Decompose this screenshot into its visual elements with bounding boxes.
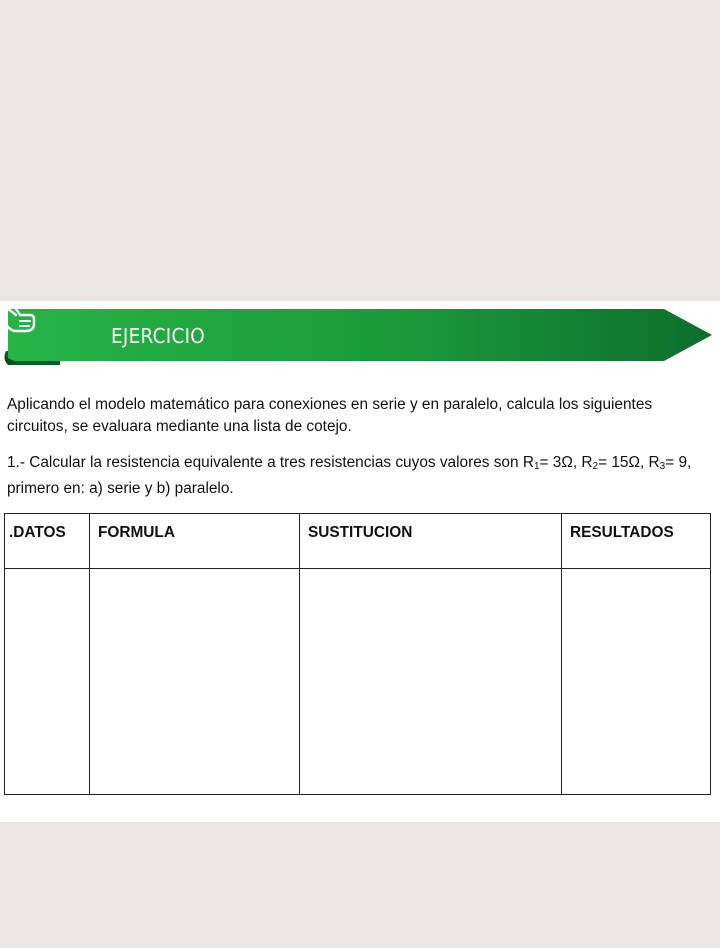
cell-sustitucion[interactable] [300,569,562,795]
header-formula: FORMULA [90,514,300,569]
r2-label: R [581,454,593,471]
cell-datos[interactable] [5,569,90,795]
r1-subscript: 1 [533,461,540,472]
banner-ribbon [0,301,720,381]
table-header-row [5,514,711,569]
answer-table [4,513,711,795]
problem-intro: 1.- Calcular la resistencia equivalente a tres resistencias cuyos valores son [7,454,523,471]
exercise-banner [0,301,720,381]
problem-statement [7,452,713,500]
r1-value: = 3Ω, [539,454,582,471]
header-resultados: RESULTADOS [562,514,711,569]
r3-value: = 9, primero en: a) serie y b) paralelo. [7,454,692,497]
r1-label: R [522,454,534,471]
cell-formula[interactable] [90,569,300,795]
cell-resultados[interactable] [562,569,711,795]
header-sustitucion: SUSTITUCION [300,514,562,569]
r2-value: = 15Ω, [598,454,649,471]
banner-title: EJERCICIO [111,324,206,348]
instructions-text: Aplicando el modelo matemático para conexiones en serie y en paralelo, calcula los siguientes circuitos, se evaluara mediante una lista de cotejo. [7,396,653,435]
worksheet [0,301,720,822]
r3-label: R [648,454,660,471]
header-datos: .DATOS [5,514,90,569]
table-row [5,569,711,795]
r3-subscript: 3 [659,461,666,472]
r2-subscript: 2 [592,461,599,472]
hand-pointing-icon [0,301,40,335]
